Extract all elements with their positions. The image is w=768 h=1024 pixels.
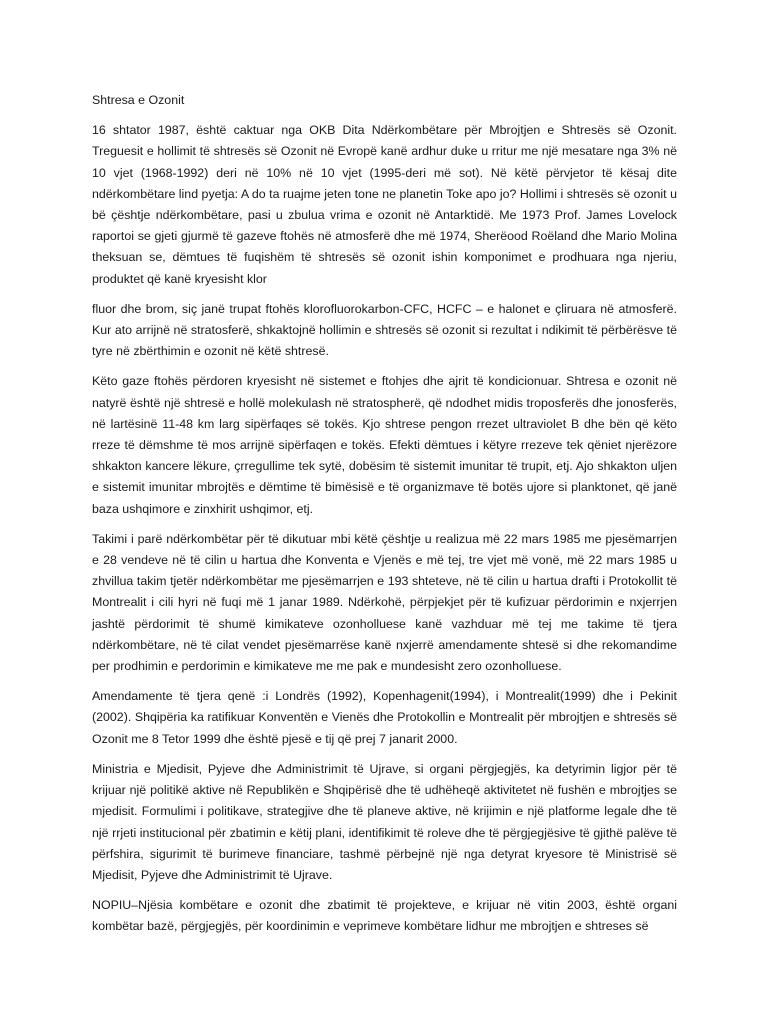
paragraph-3: Këto gaze ftohës përdoren kryesisht në sistemet e ftohjes dhe ajrit të kondicionuar. Shtresa e ozonit në natyrë është një shtresë e hollë molekulash në stratospherë, që ndodhet midis troposferës dhe jonosferës, në lartësinë 11-48 km larg sipërfaqes së tokës. Kjo shtrese pengon rrezet ultraviolet B dhe bën që këto rreze të dëmshme të mos arrijnë sipërfaqen e tokës. Efekti dëmtues i këtyre rrezeve tek qëniet njerëzore shkakton kancere lëkure, çrregullime tek sytë, dobësim të sistemit imunitar të trupit, etj. Ajo shkakton uljen e sistemit imunitar mbrojtës e dëmtime të bimësisë e të organizmave të botës ujore si planktonet, që janë baza ushqimore e zinxhirit ushqimor, etj. [92,374,677,516]
paragraph-6: Ministria e Mjedisit, Pyjeve dhe Administrimit të Ujrave, si organi përgjegjës, ka detyrimin ligjor për të krijuar një politikë aktive në Republikën e Shqipërisë dhe të udhëheqë aktivitetet në fushën e mbrojtjes se mjedisit. Formulimi i politikave, strategjive dhe të planeve aktive, në krijimin e një platforme legale dhe të një rrjeti institucional për zbatimin e këtij plani, identifikimit të roleve dhe të përgjegjësive të gjithë palëve të përfshira, sigurimit të burimeve financiare, tashmë përbejnë një nga detyrat kryesore të Ministrisë së Mjedisit, Pyjeve dhe Administrimit të Ujrave. [92,761,677,882]
document-title: Shtresa e Ozonit [92,93,185,107]
paragraph-2: fluor dhe brom, siç janë trupat ftohës klorofluorokarbon-CFC, HCFC – e halonet e çliruara në atmosferë. Kur ato arrijnë në stratosferë, shkaktojnë hollimin e shtresës së ozonit si rezultat i ndikimit të përbërësve të tyre në zbërthimin e ozonit në këtë shtresë. [92,301,677,359]
paragraph-5: Amendamente të tjera qenë :i Londrës (1992), Kopenhagenit(1994), i Montrealit(1999) dhe i Pekinit (2002). Shqipëria ka ratifikuar Konventën e Vienës dhe Protokollin e Montrealit për mbrojtjen e shtresës së Ozonit me 8 Tetor 1999 dhe është pjesë e tij që prej 7 janarit 2000. [92,689,677,746]
paragraph-7: NOPIU–Njësia kombëtare e ozonit dhe zbatimit të projekteve, e krijuar në vitin 2003, është organi kombëtar bazë, përgjegjës, për koordinimin e veprimeve kombëtare lidhur me mbrojtjen e shtreses së [92,898,677,934]
paragraph-1: 16 shtator 1987, është caktuar nga OKB Dita Ndërkombëtare për Mbrojtjen e Shtresës së Ozonit. Treguesit e hollimit të shtresës së Ozonit në Evropë kanë ardhur duke u rritur me një mesatare nga 3% në 10 vjet (1968-1992) deri në 10% në 10 vjet (1995-deri më sot). Në këtë përvjetor të kësaj dite ndërkombëtare lind pyetja: A do ta ruajme jeten tone ne planetin Toke apo jo? Hollimi i shtresës së ozonit u bë çështje ndërkombëtare, pasi u zbulua vrima e ozonit në Antarktidë. Me 1973 Prof. James Lovelock raportoi se gjeti gjurmë të gazeve ftohës në atmosferë dhe më 1974, Sherëood Roëland dhe Mario Molina theksuan se, dëmtues të fuqishëm të shtresës së ozonit ishin komponimet e prodhuara nga njeriu, produktet që kanë kryesisht klor [92,123,677,286]
paragraph-4: Takimi i parë ndërkombëtar për të dikutuar mbi këtë çështje u realizua më 22 mars 1985 me pjesëmarrjen e 28 vendeve në të cilin u hartua dhe Konventa e Vjenës e më tej, tre vjet më vonë, më 22 mars 1985 u zhvillua takim tjetër ndërkombëtar me pjesëmarrjen e 193 shteteve, në të cilin u hartua drafti i Protokollit të Montrealit i cili hyri në fuqi më 1 janar 1989. Ndërkohë, përpjekjet për të kufizuar përdorimin e nxjerrjen jashtë përdorimit të shumë kimikateve ozonholluese kanë vazhduar më tej me takime të tjera ndërkombëtare, në të cilat vendet pjesëmarrëse kanë nxjerrë amendamente shtesë si dhe rekomandime per prodhimin e perdorimin e kimikateve me me pak e mundesisht zero ozonholluese. [92,531,677,674]
document-body [92,90,677,947]
